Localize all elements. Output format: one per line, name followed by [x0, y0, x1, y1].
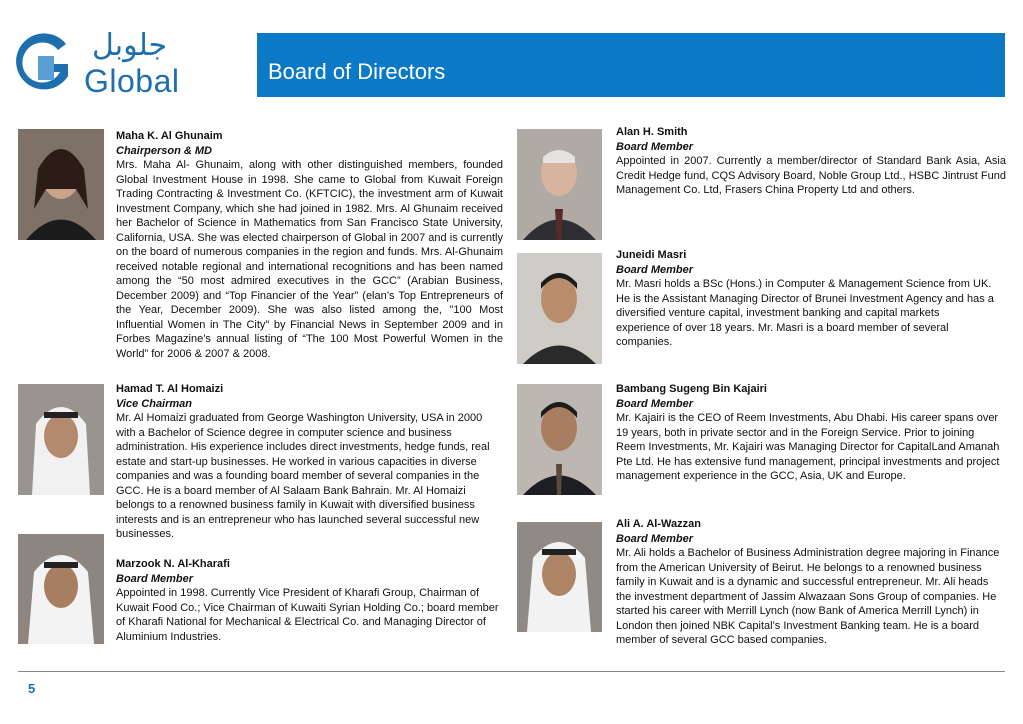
bio-marzook [116, 557, 503, 644]
member-role: Board Member [616, 397, 694, 410]
portrait-marzook [18, 534, 104, 644]
member-description: Mr. Al Homaizi graduated from George Washington University, USA in 2000 with a Bachelor of Science degree in computer science and business administration. His experience includes direct investments, hedge funds, real estate and start-up businesses. He worked in various capacities in diverse companies and was a founding board member of several companies in the GCC. He is a board member of Al Salaam Bank Bahrain. Mr. Al Homaizi belongs to a renowned business family in Kuwait with diversified business interests and is an entrepreneur who has launched several successful new businesses. [116, 412, 490, 540]
member-description: Mr. Kajairi is the CEO of Reem Investments, Abu Dhabi. His career spans over 19 years, both in private sector and in the Foreign Service. Prior to joining Reem Investments, Mr. Kajairi was Managing Director for CapitalLand Amanah Pte Ltd. He has extensive fund management, principal investments and project management experience in the GCC, Asia, UK and Europe. [616, 412, 1000, 482]
page-title: Board of Directors [268, 59, 446, 84]
member-name: Ali A. Al-Wazzan [616, 518, 701, 530]
portrait-maha [18, 129, 104, 240]
footer-divider [18, 671, 1005, 672]
bio-hamad [116, 382, 503, 542]
member-description: Mr. Masri holds a BSc (Hons.) in Computer & Management Science from UK. He is the Assistant Managing Director of Brunei Investment Agency and has a diversified venture capital, investment banking and capital markets experience of over 18 years. Mr. Masri is a board member of several companies. [616, 278, 994, 348]
title-bar [257, 33, 1005, 97]
global-logo [14, 28, 194, 100]
member-role: Vice Chairman [116, 397, 193, 410]
portrait-juneidi [517, 253, 602, 364]
bio-maha [116, 129, 503, 361]
bio-ali [616, 517, 1000, 648]
member-name: Juneidi Masri [616, 249, 687, 261]
logo-latin-text: Global [84, 63, 180, 99]
global-logo-icon [14, 30, 76, 98]
page-number: 5 [28, 681, 36, 696]
bio-bambang [616, 382, 1006, 484]
member-role: Chairperson & MD [116, 144, 212, 157]
member-description: Appointed in 1998. Currently Vice President of Kharafi Group, Chairman of Kuwait Food Co.; Vice Chairman of Kuwaiti Syrian Holding Co.; board member of Kharafi National for Mechanical & Electrical Co. and Managing Director of Aluminium Industries. [116, 587, 499, 643]
member-role: Board Member [616, 532, 694, 545]
member-name: Hamad T. Al Homaizi [116, 383, 224, 395]
logo-arabic-text: جلوبل [92, 28, 168, 63]
bio-alan [616, 125, 1006, 198]
member-name: Bambang Sugeng Bin Kajairi [616, 383, 767, 395]
bio-juneidi [616, 248, 996, 350]
member-role: Board Member [616, 263, 694, 276]
portrait-hamad [18, 384, 104, 495]
member-description: Mrs. Maha Al- Ghunaim, along with other distinguished members, founded Global Investment House in 1998. She came to Global from Kuwait Foreign Trading Contracting & Investment Co. (KFTCIC), the investment arm of Kuwait Investment Company, which she had joined in 1982. Mrs. Al Ghunaim received her Bachelor of Science in Mathematics from San Francisco State University, California, USA. She was elected chairperson of Global in 2007 and is currently on the board of numerous companies in the region and funds. Mrs. Al-Ghunaim received notable regional and international recognitions and has been named among the “50 most admired executives in the GCC” (Arabian Business, December 2009) and “Top Financier of the Year” (elan’s Top Entrepreneurs of the Year, December 2009). She was also listed among the, "100 Most Influential Women in The City" by Financial News in September 2009 and in Forbes Magazine’s annual listing of “The 100 Most Powerful Women in the World” for 2006 & 2007 & 2008. [116, 159, 503, 360]
portrait-alan [517, 129, 602, 240]
portrait-bambang [517, 384, 602, 495]
member-name: Marzook N. Al-Kharafi [116, 558, 230, 570]
member-name: Maha K. Al Ghunaim [116, 130, 223, 142]
member-description: Mr. Ali holds a Bachelor of Business Administration degree majoring in Finance from the American University of Beirut. He belongs to a renowned business family in Kuwait and is a dynamic and successful entrepreneur. Mr. Ali heads the investment department of Jassim Alwazaan Sons Group of companies. He started his career with Merrill Lynch (now Bank of America Merrill Lynch) in London then joined NBK Capital’s Investment Banking team. He is a board member of several GCC based companies. [616, 547, 1000, 646]
member-role: Board Member [616, 140, 694, 153]
portrait-ali [517, 522, 602, 632]
member-description: Appointed in 2007. Currently a member/director of Standard Bank Asia, Asia Credit Hedge fund, CQS Advisory Board, Noble Group Ltd., HSBC Jintrust Fund Management Co. Ltd, Frasers China Property Ltd and others. [616, 155, 1006, 196]
member-name: Alan H. Smith [616, 126, 688, 138]
member-role: Board Member [116, 572, 194, 585]
